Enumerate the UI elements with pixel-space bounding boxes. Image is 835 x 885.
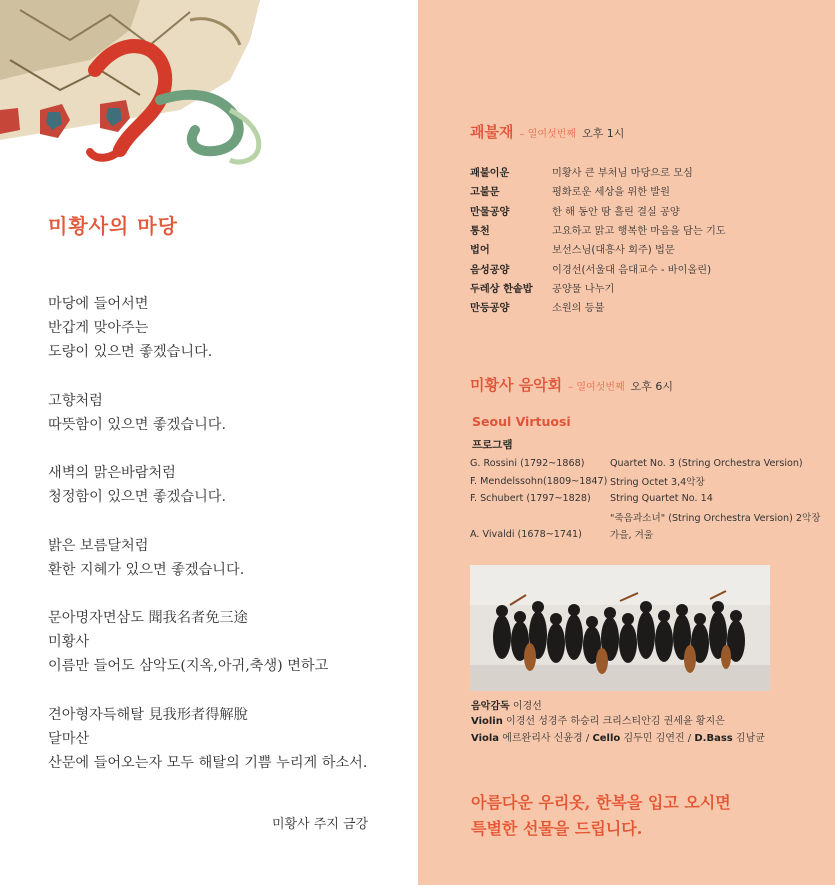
poem: [48, 292, 408, 799]
gwaebulje-title: 괘불재: [470, 123, 514, 141]
gwaebulje-schedule: [470, 162, 726, 316]
poem-line: 미황사: [48, 634, 90, 650]
musicians: [471, 713, 765, 747]
schedule-item-desc: 소원의 등불: [552, 303, 605, 315]
signature: 미황사 주지 금강: [272, 817, 369, 832]
concert-time: 오후 6시: [630, 380, 674, 393]
program-list: [470, 455, 821, 543]
poem-stanza: [48, 606, 408, 678]
schedule-row: [470, 258, 726, 277]
bass-players: 김남균: [735, 733, 765, 744]
poem-line: 산문에 들어오는자 모두 해탈의 기쁨 누리게 하소서.: [48, 754, 368, 771]
program-composer: A. Vivaldi (1678~1741): [470, 528, 582, 540]
poem-line: 이름만 들어도 삼악도(지옥,아귀,축생) 면하고: [48, 658, 329, 674]
poem-line: 따뜻함이 있으면 좋겠습니다.: [48, 416, 226, 433]
schedule-item-desc: 한 해 동안 땀 흘린 결실 공양: [552, 206, 680, 218]
program-composer: G. Rossini (1792~1868): [470, 458, 585, 470]
poem-line: 밝은 보름달처럼: [48, 537, 149, 554]
viola-players: 에르완리사 신윤경 /: [502, 733, 590, 744]
schedule-item-desc: 고요하고 맑고 행복한 마음을 담는 기도: [552, 226, 726, 238]
schedule-item-desc: 보선스님(대흥사 회주) 법문: [552, 245, 675, 257]
music-director: [471, 697, 542, 712]
program-row: [470, 490, 821, 508]
gwaebulje-time: 오후 1시: [581, 127, 625, 140]
program-row: [470, 473, 821, 491]
violin-line: [471, 713, 765, 730]
gwaebulje-heading: [470, 121, 624, 142]
schedule-row: [470, 162, 726, 181]
bass-label: D.Bass: [694, 733, 733, 744]
poem-stanza: [48, 292, 408, 364]
program-work: "죽음과소녀" (String Orchestra Version) 2악장: [610, 512, 821, 524]
violin-label: Violin: [471, 716, 503, 727]
cello-label: Cello: [592, 733, 621, 744]
program-row: [470, 455, 821, 473]
schedule-item-name: 만물공양: [470, 206, 510, 218]
schedule-item-desc: 미황사 큰 부처님 마당으로 모심: [552, 168, 693, 180]
schedule-item-desc: 공양물 나누기: [552, 283, 615, 295]
schedule-item-name: 만등공양: [470, 303, 510, 315]
violin-players: 이경선 성경주 하승리 크리스티안김 권세윤 황지은: [506, 716, 725, 727]
program-work: String Quartet No. 14: [610, 493, 713, 505]
poem-stanza: [48, 389, 408, 437]
cello-players: 김두민 김연진 /: [623, 733, 692, 744]
concert-heading: [470, 374, 673, 395]
poem-stanza: [48, 534, 408, 582]
ensemble-name: Seoul Virtuosi: [472, 414, 571, 429]
schedule-item-name: 고불문: [470, 187, 500, 199]
program-composer: F. Schubert (1797~1828): [470, 493, 591, 505]
poem-line: 도량이 있으면 좋겠습니다.: [48, 344, 213, 360]
schedule-row: [470, 181, 726, 200]
closing-line: 특별한 선물을 드립니다.: [471, 819, 643, 838]
program-work: 가을, 겨울: [610, 530, 654, 542]
concert-subtitle: – 열여섯번째: [568, 382, 625, 393]
gwaebulje-subtitle: – 열여섯번째: [519, 129, 576, 140]
poem-line: 견아형자득해탈 見我形者得解脫: [48, 706, 248, 723]
program-composer: F. Mendelssohn(1809~1847): [470, 475, 608, 487]
concert-title: 미황사 음악회: [470, 376, 563, 394]
closing-message: [471, 790, 731, 842]
program-work: String Octet 3,4악장: [610, 477, 705, 489]
poem-line: 문아명자면삼도 聞我名者免三途: [48, 610, 248, 626]
schedule-row: [470, 201, 726, 220]
schedule-item-name: 괘불이운: [470, 168, 510, 180]
program-work: Quartet No. 3 (String Orchestra Version): [610, 458, 803, 470]
program-row: [470, 525, 821, 543]
poem-line: 마당에 들어서면: [48, 296, 149, 312]
schedule-row: [470, 297, 726, 316]
orchestra-photo: [470, 565, 770, 691]
closing-line: 아름다운 우리옷, 한복을 입고 오시면: [471, 793, 731, 812]
music-director-label: 음악감독: [471, 701, 510, 712]
schedule-item-desc: 평화로운 세상을 위한 발원: [552, 187, 670, 199]
schedule-row: [470, 239, 726, 258]
poem-stanza: [48, 461, 408, 509]
dragon-painting-illustration: [0, 0, 300, 175]
program-label: 프로그램: [472, 439, 513, 451]
schedule-item-name: 통천: [470, 226, 490, 238]
schedule-row: [470, 220, 726, 239]
schedule-item-name: 법어: [470, 245, 490, 257]
schedule-item-desc: 이경선(서울대 음대교수 - 바이올린): [552, 264, 712, 276]
poem-line: 환한 지혜가 있으면 좋겠습니다.: [48, 561, 245, 578]
schedule-item-name: 음성공양: [470, 264, 510, 276]
poem-line: 반갑게 맞아주는: [48, 320, 149, 336]
poem-line: 새벽의 맑은바람처럼: [48, 465, 176, 481]
schedule-row: [470, 278, 726, 297]
poem-line: 달마산: [48, 730, 90, 747]
left-title: 미황사의 마당: [48, 214, 178, 238]
poem-line: 고향처럼: [48, 392, 103, 409]
music-director-name: 이경선: [512, 701, 542, 712]
low-strings-line: [471, 730, 765, 747]
viola-label: Viola: [471, 733, 500, 744]
poem-line: 청정함이 있으면 좋겠습니다.: [48, 489, 226, 505]
program-row: [470, 508, 821, 526]
poem-stanza: [48, 703, 408, 775]
schedule-item-name: 두레상 한솥밥: [470, 283, 533, 295]
